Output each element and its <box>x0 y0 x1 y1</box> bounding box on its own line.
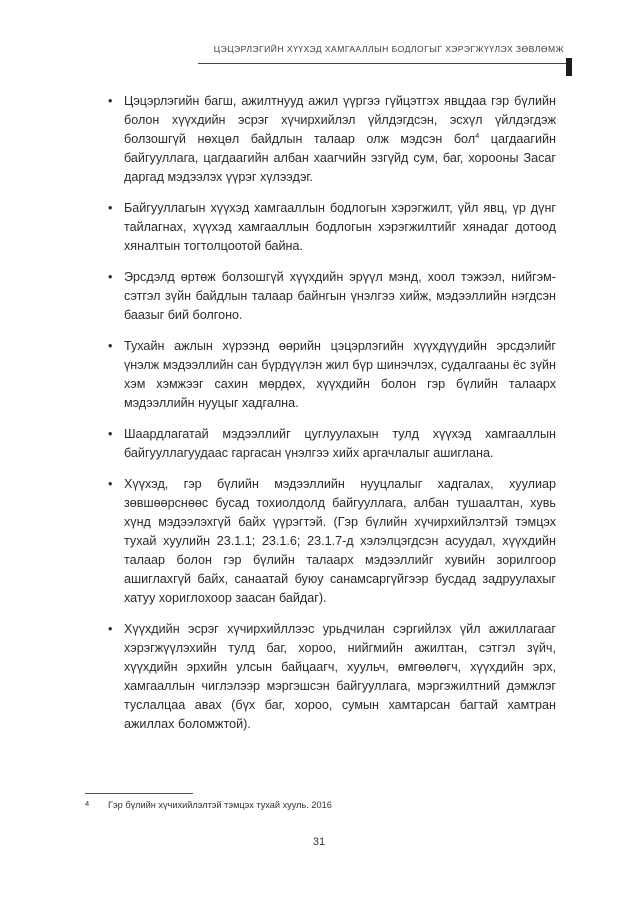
bullet-text-continued: цагдаагийн байгууллага, цагдаагийн албан хаагчийн эзгүйд сум, баг, хорооны Засаг даргад мэдээлэх үүрэг хүлээдэг. <box>124 132 557 184</box>
bullet-text: Хүүхэд, гэр бүлийн мэдээллийн нууцлалыг хадгалах, хуулиар зөвшөөрснөөс бусад тохиолдолд байгууллага, албан тушаалтан, хувь хүнд мэдээлэхгүй байх үүрэгтэй. (Гэр бүлийн хүчирхийлэлтэй тэмцэх тухай хуулийн 23.1.1; 23.1.6; 23.1.7-д хэлэлцэгдсэн асуудал, хүүхдийн талаар болон гэр бүлийн талаарх мэдээллийг хувийн зорилгоор ашиглахгүй байх, санаатай буюу санамсаргүйгээр бусдад задруулахыг хатуу хориглохоор заасан байдаг). <box>124 477 556 605</box>
bullet-icon: • <box>108 477 113 491</box>
footnote-text: Гэр бүлийн хүчихийлэлтэй тэмцэх тухай хууль. 2016 <box>108 800 332 810</box>
bullet-icon: • <box>108 427 113 441</box>
header-corner-mark <box>566 58 572 76</box>
footnote-rule <box>85 793 193 794</box>
bullet-item-2 <box>106 199 556 256</box>
bullet-icon: • <box>108 94 113 108</box>
bullet-text: Байгууллагын хүүхэд хамгааллын бодлогын хэрэгжилт, үйл явц, үр дүнг тайлагнах, хүүхэд хамгааллын бодлогын хэрэгжилтийг хянадаг дотоод хяналтын тогтолцоотой байна. <box>124 201 556 253</box>
bullet-list <box>106 92 556 746</box>
footnote-number: 4 <box>85 799 90 808</box>
bullet-icon: • <box>108 339 113 353</box>
bullet-item-6 <box>106 475 556 608</box>
bullet-icon: • <box>108 201 113 215</box>
bullet-item-1 <box>106 92 556 187</box>
page-number: 31 <box>312 836 326 848</box>
bullet-icon: • <box>108 270 113 284</box>
bullet-item-5 <box>106 425 556 463</box>
bullet-text: Шаардлагатай мэдээллийг цуглуулахын тулд хүүхэд хамгааллын байгууллагуудаас гаргасан үнэлгээ хийх аргачлалыг ашиглана. <box>124 427 556 460</box>
bullet-icon: • <box>108 622 113 636</box>
bullet-item-3 <box>106 268 556 325</box>
bullet-item-4 <box>106 337 556 413</box>
bullet-text: Цэцэрлэгийн багш, ажилтнууд ажил үүргээ гүйцэтгэх явцдаа гэр бүлийн болон хүүхдийн эсрэг хүчирхийлэл үйлдэгдсэн, эсхүл үйлдэгдэж болзошгүй нөхцөл байдлын талаар олж мэдсэн бол <box>124 94 556 146</box>
bullet-text: Тухайн ажлын хүрээнд өөрийн цэцэрлэгийн хүүхдүүдийн эрсдэлийг үнэлж мэдээллийн сан бүрдүүлэн жил бүр шинэчлэх, судалгааны ёс зүйн хэм хэмжээг сахин мөрдөх, хүүхдийн болон гэр бүлийн талаарх мэдээллийн нууцыг хадгална. <box>124 339 556 410</box>
bullet-text: Хүүхдийн эсрэг хүчирхийллээс урьдчилан сэргийлэх үйл ажиллагааг хэрэгжүүлэхийн тулд баг, хороо, нийгмийн ажилтан, сэтгэл зүйч, хүүхдийн эрхийн улсын байцаагч, хуульч, өмгөөлөгч, хүүхдийн эрх, хамгааллын чиглэлээр мэргэшсэн байгууллага, мэргэжилтний дэмжлэг туслалцаа авах (бүх баг, хороо, сумын хамтарсан багтай хамтран ажиллах боломжтой). <box>124 622 556 731</box>
header-rule <box>198 63 566 64</box>
running-header: ЦЭЦЭРЛЭГИЙН ХҮҮХЭД ХАМГААЛЛЫН БОДЛОГЫГ ХЭРЭГЖҮҮЛЭХ ЗӨВЛӨМЖ <box>213 44 564 54</box>
footnote-reference[interactable]: 4 <box>475 130 480 140</box>
bullet-item-7 <box>106 620 556 734</box>
bullet-text: Эрсдэлд өртөж болзошгүй хүүхдийн эрүүл мэнд, хоол тэжээл, нийгэм-сэтгэл зүйн байдлын талаар байнгын үнэлгээ хийж, мэдээллийн нэгдсэн баазыг бий болгоно. <box>124 270 556 322</box>
